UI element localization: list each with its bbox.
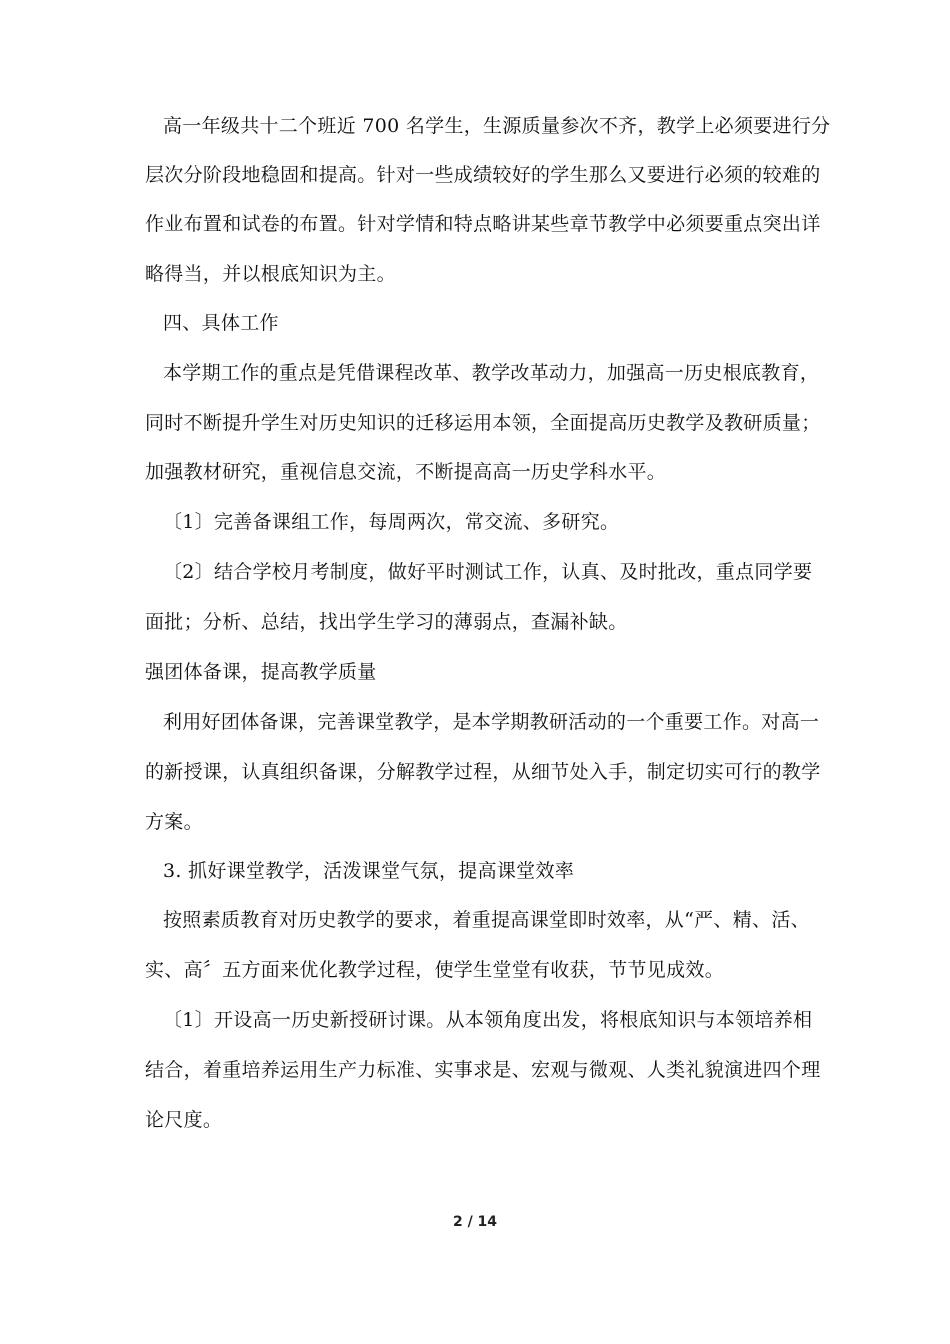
- subsection-heading: 强团体备课，提高教学质量: [145, 661, 377, 683]
- text-line: 方案。: [145, 811, 203, 833]
- text-line: 加强教材研究，重视信息交流，不断提高高一历史学科水平。: [145, 461, 667, 483]
- text-line: 结合，着重培养运用生产力标准、实事求是、宏观与微观、人类礼貌演进四个理: [145, 1059, 821, 1081]
- text-line: 的新授课，认真组织备课，分解教学过程，从细节处入手，制定切实可行的教学: [145, 761, 821, 783]
- text-line: 〔1〕完善备课组工作，每周两次，常交流、多研究。: [163, 511, 620, 533]
- text-line: 同时不断提升学生对历史知识的迁移运用本领，全面提高历史教学及教研质量；: [145, 412, 821, 434]
- text-line: 略得当，并以根底知识为主。: [145, 263, 396, 285]
- text-line: 〔2〕结合学校月考制度，做好平时测试工作，认真、及时批改，重点同学要: [163, 561, 813, 583]
- text-line: 〔1〕开设高一历史新授研讨课。从本领角度出发，将根底知识与本领培养相: [163, 1009, 813, 1031]
- section-heading: 四、具体工作: [163, 312, 279, 334]
- text-line: 层次分阶段地稳固和提高。针对一些成绩较好的学生那么又要进行必须的较难的: [145, 164, 821, 186]
- text-line: 按照素质教育对历史教学的要求，着重提高课堂即时效率，从“严、精、活、: [163, 909, 810, 931]
- text-line: 高一年级共十二个班近 700 名学生，生源质量参次不齐，教学上必须要进行分: [163, 115, 831, 137]
- subsection-heading: 3. 抓好课堂教学，活泼课堂气氛，提高课堂效率: [163, 860, 575, 882]
- text-line: 利用好团体备课，完善课堂教学，是本学期教研活动的一个重要工作。对高一: [163, 711, 820, 733]
- text-line: 面批；分析、总结，找出学生学习的薄弱点，查漏补缺。: [145, 611, 628, 633]
- page-number: 2 / 14: [452, 1214, 498, 1230]
- text-line: 实、高〞五方面来优化教学过程，使学生堂堂有收获，节节见成效。: [145, 959, 725, 981]
- text-line: 本学期工作的重点是凭借课程改革、教学改革动力，加强高一历史根底教育，: [163, 362, 820, 384]
- text-line: 论尺度。: [145, 1109, 223, 1131]
- text-line: 作业布置和试卷的布置。针对学情和特点略讲某些章节教学中必须要重点突出详: [145, 213, 821, 235]
